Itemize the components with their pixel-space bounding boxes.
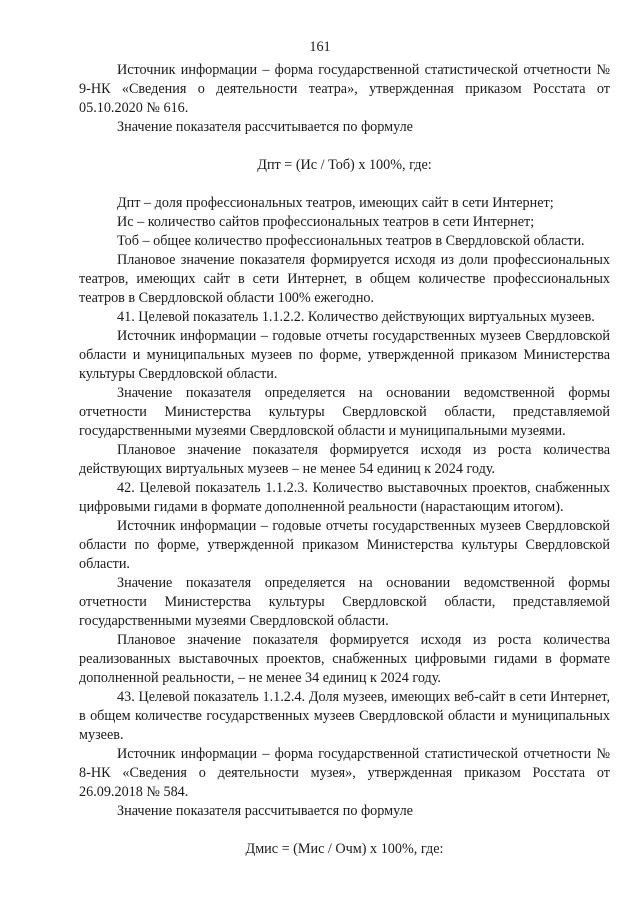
paragraph-indicator-43: 43. Целевой показатель 1.1.2.4. Доля музеев, имеющих веб-сайт в сети Интернет, в общем количестве государственных музеев Свердловской области и муниципальных музеев. xyxy=(79,689,610,743)
definition-tob: Тоб – общее количество профессиональных театров в Свердловской области. xyxy=(117,233,585,249)
paragraph-indicator-42: 42. Целевой показатель 1.1.2.3. Количество выставочных проектов, снабженных цифровыми гидами в формате дополненной реальности (нарастающим итогом). xyxy=(79,480,610,515)
paragraph-source-theatre-form: Источник информации – форма государственной статистической отчетности № 9-НК «Сведения о деятельности театра», утвержденная приказом Росстата от 05.10.2020 № 616. xyxy=(79,62,610,116)
paragraph-source-41: Источник информации – годовые отчеты государственных музеев Свердловской области и муниципальных музеев по форме, утвержденной приказом Министерства культуры Свердловской области. xyxy=(79,328,610,382)
formula-dpt: Дпт = (Ис / Тоб) х 100%, где: xyxy=(257,157,432,173)
paragraph-source-43: Источник информации – форма государственной статистической отчетности № 8-НК «Сведения о деятельности музея», утвержденная приказом Росстата от 26.09.2018 № 584. xyxy=(79,746,610,800)
paragraph-planned-42: Плановое значение показателя формируется исходя из роста количества реализованных выставочных проектов, снабженных цифровыми гидами в формате дополненной реальности, – не менее 34 единиц к 2024 году. xyxy=(79,632,610,686)
paragraph-value-41: Значение показателя определяется на основании ведомственной формы отчетности Министерства культуры Свердловской области, представляемой государственными музеями Свердловской области и муниципальными музеями. xyxy=(79,385,610,439)
formula-dmis: Дмис = (Мис / Очм) х 100%, где: xyxy=(245,841,444,857)
page-number: 161 xyxy=(309,39,331,55)
blank-line xyxy=(79,821,610,840)
blank-line xyxy=(79,137,610,156)
paragraph-source-42: Источник информации – годовые отчеты государственных музеев Свердловской области по форме, утвержденной приказом Министерства культуры Свердловской области. xyxy=(79,518,610,572)
document-body xyxy=(79,61,610,859)
paragraph-planned-41: Плановое значение показателя формируется исходя из роста количества действующих виртуальных музеев – не менее 54 единиц к 2024 году. xyxy=(79,442,610,477)
blank-line xyxy=(79,175,610,194)
paragraph-formula-intro-43: Значение показателя рассчитывается по формуле xyxy=(117,803,413,819)
paragraph-planned-theatres: Плановое значение показателя формируется исходя из доли профессиональных театров, имеющих сайт в сети Интернет, в общем количестве профессиональных театров в Свердловской области 100% ежегодно. xyxy=(79,252,610,306)
paragraph-value-42: Значение показателя определяется на основании ведомственной формы отчетности Министерства культуры Свердловской области, представляемой государственными музеями Свердловской области. xyxy=(79,575,610,629)
definition-is: Ис – количество сайтов профессиональных театров в сети Интернет; xyxy=(117,214,535,230)
paragraph-indicator-41: 41. Целевой показатель 1.1.2.2. Количество действующих виртуальных музеев. xyxy=(117,309,595,325)
definition-dpt: Дпт – доля профессиональных театров, имеющих сайт в сети Интернет; xyxy=(117,195,554,211)
paragraph-formula-intro: Значение показателя рассчитывается по формуле xyxy=(117,119,413,135)
